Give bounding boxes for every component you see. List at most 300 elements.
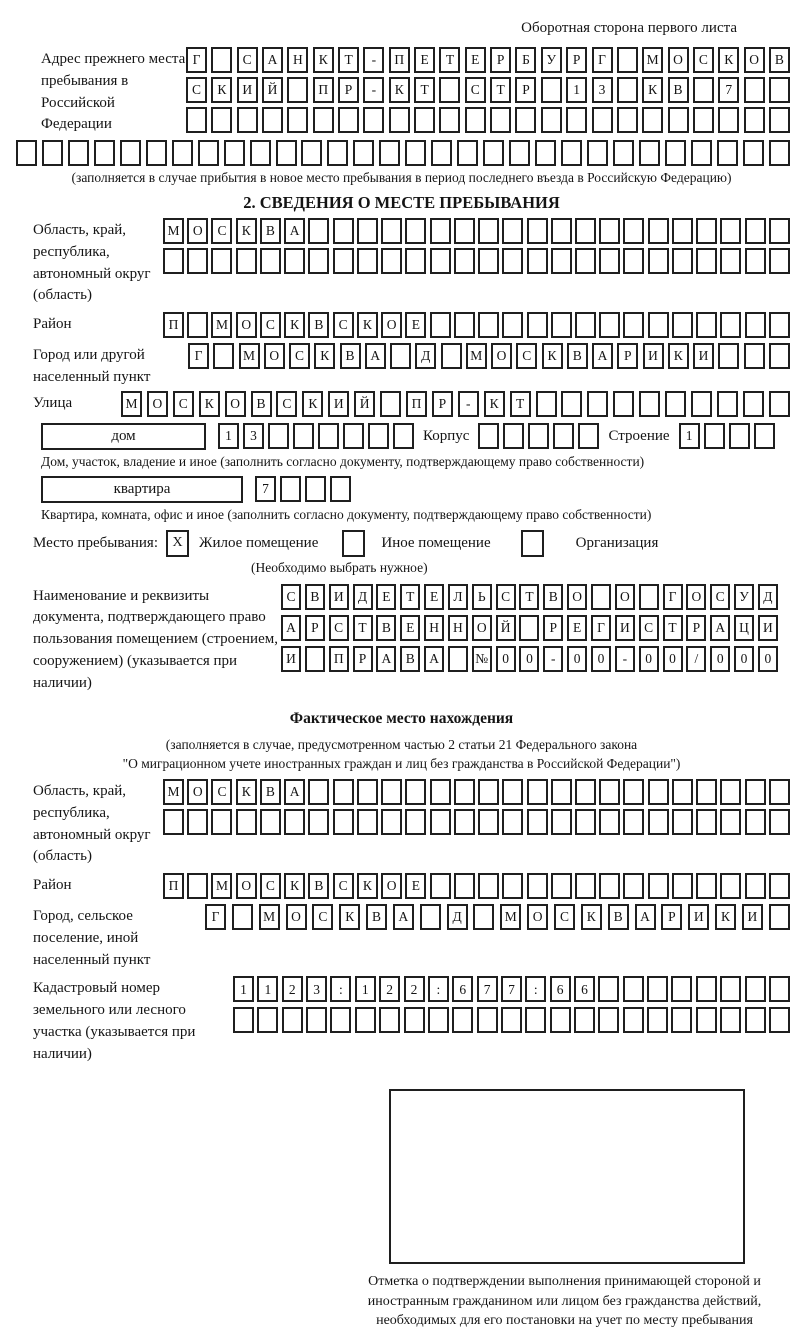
char-cell[interactable] bbox=[515, 107, 536, 133]
char-cell[interactable] bbox=[483, 140, 504, 166]
char-cell[interactable] bbox=[473, 904, 494, 930]
char-cell[interactable]: М bbox=[211, 873, 232, 899]
char-cell[interactable] bbox=[561, 140, 582, 166]
char-cell[interactable]: А bbox=[592, 343, 613, 369]
char-cell[interactable] bbox=[617, 47, 638, 73]
char-cell[interactable] bbox=[599, 218, 620, 244]
char-cell[interactable] bbox=[236, 248, 257, 274]
char-cell[interactable]: С bbox=[260, 873, 281, 899]
char-cell[interactable] bbox=[717, 140, 738, 166]
char-cell[interactable] bbox=[599, 873, 620, 899]
char-cell[interactable] bbox=[745, 976, 766, 1002]
char-cell[interactable] bbox=[639, 584, 659, 610]
char-cell[interactable] bbox=[769, 391, 790, 417]
char-cell[interactable]: 0 bbox=[519, 646, 539, 672]
char-cell[interactable] bbox=[769, 343, 790, 369]
char-cell[interactable] bbox=[551, 873, 572, 899]
char-cell[interactable] bbox=[647, 1007, 668, 1033]
char-cell[interactable] bbox=[527, 312, 548, 338]
char-cell[interactable] bbox=[648, 779, 669, 805]
char-cell[interactable]: С bbox=[211, 779, 232, 805]
char-cell[interactable] bbox=[287, 107, 308, 133]
char-cell[interactable] bbox=[769, 140, 790, 166]
char-cell[interactable]: С bbox=[312, 904, 333, 930]
char-cell[interactable]: К bbox=[199, 391, 220, 417]
char-cell[interactable] bbox=[232, 904, 253, 930]
char-cell[interactable]: М bbox=[239, 343, 260, 369]
char-cell[interactable]: - bbox=[615, 646, 635, 672]
char-cell[interactable]: О bbox=[381, 312, 402, 338]
char-cell[interactable] bbox=[333, 809, 354, 835]
char-cell[interactable]: В bbox=[260, 218, 281, 244]
char-cell[interactable]: У bbox=[734, 584, 754, 610]
char-cell[interactable] bbox=[414, 107, 435, 133]
char-cell[interactable]: К bbox=[302, 391, 323, 417]
char-cell[interactable] bbox=[478, 248, 499, 274]
char-cell[interactable]: 3 bbox=[592, 77, 613, 103]
char-cell[interactable] bbox=[211, 809, 232, 835]
char-cell[interactable]: О bbox=[491, 343, 512, 369]
char-cell[interactable] bbox=[541, 77, 562, 103]
char-cell[interactable]: М bbox=[259, 904, 280, 930]
char-cell[interactable] bbox=[551, 312, 572, 338]
char-cell[interactable]: Е bbox=[376, 584, 396, 610]
char-cell[interactable]: В bbox=[376, 615, 396, 641]
char-cell[interactable] bbox=[308, 809, 329, 835]
char-cell[interactable]: А bbox=[710, 615, 730, 641]
char-cell[interactable]: К bbox=[284, 312, 305, 338]
char-cell[interactable]: Н bbox=[448, 615, 468, 641]
char-cell[interactable]: 1 bbox=[566, 77, 587, 103]
char-cell[interactable]: С bbox=[186, 77, 207, 103]
char-cell[interactable] bbox=[566, 107, 587, 133]
char-cell[interactable] bbox=[452, 1007, 473, 1033]
char-cell[interactable]: О bbox=[527, 904, 548, 930]
char-cell[interactable]: 7 bbox=[501, 976, 522, 1002]
char-cell[interactable] bbox=[623, 779, 644, 805]
char-cell[interactable]: С bbox=[276, 391, 297, 417]
char-cell[interactable]: У bbox=[541, 47, 562, 73]
char-cell[interactable]: К bbox=[581, 904, 602, 930]
char-cell[interactable] bbox=[187, 809, 208, 835]
char-cell[interactable] bbox=[745, 873, 766, 899]
char-cell[interactable] bbox=[672, 873, 693, 899]
char-cell[interactable] bbox=[575, 873, 596, 899]
char-cell[interactable] bbox=[280, 476, 301, 502]
char-cell[interactable] bbox=[743, 140, 764, 166]
char-cell[interactable] bbox=[16, 140, 37, 166]
char-cell[interactable]: О bbox=[236, 312, 257, 338]
char-cell[interactable] bbox=[720, 218, 741, 244]
char-cell[interactable]: К bbox=[668, 343, 689, 369]
char-cell[interactable] bbox=[648, 248, 669, 274]
char-cell[interactable] bbox=[769, 873, 790, 899]
char-cell[interactable] bbox=[599, 312, 620, 338]
char-cell[interactable] bbox=[42, 140, 63, 166]
char-cell[interactable] bbox=[592, 107, 613, 133]
char-cell[interactable]: Р bbox=[566, 47, 587, 73]
char-cell[interactable] bbox=[430, 779, 451, 805]
char-cell[interactable]: 7 bbox=[718, 77, 739, 103]
char-cell[interactable] bbox=[454, 248, 475, 274]
char-cell[interactable]: О bbox=[264, 343, 285, 369]
char-cell[interactable]: О bbox=[668, 47, 689, 73]
char-cell[interactable] bbox=[353, 140, 374, 166]
char-cell[interactable] bbox=[587, 140, 608, 166]
char-cell[interactable] bbox=[745, 1007, 766, 1033]
char-cell[interactable] bbox=[691, 391, 712, 417]
char-cell[interactable]: А bbox=[281, 615, 301, 641]
char-cell[interactable] bbox=[405, 218, 426, 244]
char-cell[interactable] bbox=[535, 140, 556, 166]
char-cell[interactable]: В bbox=[608, 904, 629, 930]
char-cell[interactable]: С bbox=[516, 343, 537, 369]
char-cell[interactable] bbox=[672, 218, 693, 244]
char-cell[interactable] bbox=[745, 218, 766, 244]
char-cell[interactable] bbox=[187, 248, 208, 274]
char-cell[interactable] bbox=[718, 107, 739, 133]
char-cell[interactable] bbox=[237, 107, 258, 133]
char-cell[interactable] bbox=[478, 873, 499, 899]
char-cell[interactable]: И bbox=[329, 584, 349, 610]
char-cell[interactable]: № bbox=[472, 646, 492, 672]
char-cell[interactable]: Г bbox=[663, 584, 683, 610]
char-cell[interactable] bbox=[527, 248, 548, 274]
char-cell[interactable] bbox=[599, 248, 620, 274]
char-cell[interactable]: О bbox=[567, 584, 587, 610]
char-cell[interactable] bbox=[478, 423, 499, 449]
char-cell[interactable]: В bbox=[308, 312, 329, 338]
char-cell[interactable]: И bbox=[281, 646, 301, 672]
char-cell[interactable] bbox=[430, 312, 451, 338]
char-cell[interactable] bbox=[527, 779, 548, 805]
char-cell[interactable] bbox=[575, 248, 596, 274]
char-cell[interactable] bbox=[501, 1007, 522, 1033]
char-cell[interactable]: А bbox=[365, 343, 386, 369]
char-cell[interactable]: Б bbox=[515, 47, 536, 73]
char-cell[interactable]: С bbox=[333, 873, 354, 899]
char-cell[interactable]: С bbox=[710, 584, 730, 610]
char-cell[interactable] bbox=[769, 976, 790, 1002]
char-cell[interactable] bbox=[769, 779, 790, 805]
char-cell[interactable] bbox=[448, 646, 468, 672]
char-cell[interactable]: П bbox=[163, 873, 184, 899]
char-cell[interactable] bbox=[333, 218, 354, 244]
char-cell[interactable] bbox=[578, 423, 599, 449]
char-cell[interactable] bbox=[430, 809, 451, 835]
char-cell[interactable] bbox=[439, 107, 460, 133]
char-cell[interactable]: Т bbox=[338, 47, 359, 73]
char-cell[interactable]: П bbox=[406, 391, 427, 417]
char-cell[interactable] bbox=[268, 423, 289, 449]
char-cell[interactable]: И bbox=[615, 615, 635, 641]
char-cell[interactable] bbox=[696, 873, 717, 899]
char-cell[interactable] bbox=[693, 107, 714, 133]
char-cell[interactable]: С bbox=[329, 615, 349, 641]
char-cell[interactable] bbox=[671, 976, 692, 1002]
char-cell[interactable]: : bbox=[428, 976, 449, 1002]
char-cell[interactable] bbox=[575, 312, 596, 338]
char-cell[interactable]: 3 bbox=[243, 423, 264, 449]
char-cell[interactable]: 1 bbox=[233, 976, 254, 1002]
char-cell[interactable]: Е bbox=[405, 312, 426, 338]
char-cell[interactable] bbox=[211, 107, 232, 133]
char-cell[interactable]: Т bbox=[510, 391, 531, 417]
char-cell[interactable] bbox=[623, 218, 644, 244]
char-cell[interactable]: Л bbox=[448, 584, 468, 610]
char-cell[interactable]: Г bbox=[186, 47, 207, 73]
char-cell[interactable] bbox=[502, 218, 523, 244]
char-cell[interactable]: О bbox=[187, 218, 208, 244]
char-cell[interactable]: В bbox=[543, 584, 563, 610]
char-cell[interactable] bbox=[276, 140, 297, 166]
char-cell[interactable] bbox=[306, 1007, 327, 1033]
char-cell[interactable]: К bbox=[284, 873, 305, 899]
char-cell[interactable] bbox=[301, 140, 322, 166]
char-cell[interactable]: В bbox=[668, 77, 689, 103]
char-cell[interactable] bbox=[213, 343, 234, 369]
char-cell[interactable]: Т bbox=[400, 584, 420, 610]
char-cell[interactable]: К bbox=[715, 904, 736, 930]
char-cell[interactable]: Д bbox=[415, 343, 436, 369]
char-cell[interactable]: С bbox=[281, 584, 301, 610]
char-cell[interactable] bbox=[720, 809, 741, 835]
char-cell[interactable] bbox=[478, 312, 499, 338]
char-cell[interactable]: В bbox=[251, 391, 272, 417]
char-cell[interactable]: А bbox=[376, 646, 396, 672]
kvartira-type-box[interactable]: квартира bbox=[41, 476, 243, 503]
char-cell[interactable] bbox=[379, 1007, 400, 1033]
char-cell[interactable]: Р bbox=[353, 646, 373, 672]
char-cell[interactable]: К bbox=[642, 77, 663, 103]
char-cell[interactable] bbox=[745, 312, 766, 338]
char-cell[interactable]: 0 bbox=[663, 646, 683, 672]
char-cell[interactable] bbox=[380, 391, 401, 417]
char-cell[interactable] bbox=[720, 1007, 741, 1033]
char-cell[interactable] bbox=[457, 140, 478, 166]
char-cell[interactable] bbox=[769, 107, 790, 133]
char-cell[interactable] bbox=[430, 873, 451, 899]
char-cell[interactable]: Й bbox=[262, 77, 283, 103]
char-cell[interactable] bbox=[745, 248, 766, 274]
char-cell[interactable]: П bbox=[389, 47, 410, 73]
char-cell[interactable] bbox=[262, 107, 283, 133]
char-cell[interactable] bbox=[502, 779, 523, 805]
char-cell[interactable] bbox=[744, 343, 765, 369]
char-cell[interactable]: : bbox=[330, 976, 351, 1002]
char-cell[interactable] bbox=[598, 976, 619, 1002]
char-cell[interactable] bbox=[187, 873, 208, 899]
char-cell[interactable] bbox=[527, 809, 548, 835]
char-cell[interactable] bbox=[720, 248, 741, 274]
char-cell[interactable] bbox=[357, 218, 378, 244]
char-cell[interactable]: И bbox=[328, 391, 349, 417]
char-cell[interactable]: А bbox=[284, 218, 305, 244]
char-cell[interactable] bbox=[598, 1007, 619, 1033]
char-cell[interactable] bbox=[696, 248, 717, 274]
char-cell[interactable]: Т bbox=[663, 615, 683, 641]
char-cell[interactable]: М bbox=[121, 391, 142, 417]
char-cell[interactable] bbox=[647, 976, 668, 1002]
char-cell[interactable] bbox=[696, 312, 717, 338]
char-cell[interactable]: - bbox=[543, 646, 563, 672]
char-cell[interactable]: Р bbox=[432, 391, 453, 417]
char-cell[interactable] bbox=[186, 107, 207, 133]
char-cell[interactable]: Е bbox=[424, 584, 444, 610]
char-cell[interactable] bbox=[561, 391, 582, 417]
char-cell[interactable] bbox=[198, 140, 219, 166]
char-cell[interactable] bbox=[599, 809, 620, 835]
char-cell[interactable] bbox=[536, 391, 557, 417]
char-cell[interactable] bbox=[257, 1007, 278, 1033]
char-cell[interactable]: 0 bbox=[710, 646, 730, 672]
char-cell[interactable]: К bbox=[718, 47, 739, 73]
char-cell[interactable]: Р bbox=[515, 77, 536, 103]
char-cell[interactable] bbox=[665, 391, 686, 417]
char-cell[interactable] bbox=[441, 343, 462, 369]
char-cell[interactable]: Ь bbox=[472, 584, 492, 610]
char-cell[interactable]: 6 bbox=[550, 976, 571, 1002]
char-cell[interactable] bbox=[769, 809, 790, 835]
char-cell[interactable]: И bbox=[693, 343, 714, 369]
char-cell[interactable]: А bbox=[262, 47, 283, 73]
char-cell[interactable] bbox=[639, 391, 660, 417]
char-cell[interactable]: Д bbox=[758, 584, 778, 610]
char-cell[interactable] bbox=[454, 312, 475, 338]
char-cell[interactable]: В bbox=[305, 584, 325, 610]
char-cell[interactable] bbox=[454, 809, 475, 835]
char-cell[interactable] bbox=[574, 1007, 595, 1033]
char-cell[interactable]: И bbox=[643, 343, 664, 369]
char-cell[interactable] bbox=[672, 809, 693, 835]
char-cell[interactable] bbox=[224, 140, 245, 166]
char-cell[interactable] bbox=[617, 77, 638, 103]
char-cell[interactable] bbox=[146, 140, 167, 166]
char-cell[interactable]: К bbox=[484, 391, 505, 417]
char-cell[interactable] bbox=[357, 809, 378, 835]
char-cell[interactable]: 0 bbox=[639, 646, 659, 672]
char-cell[interactable] bbox=[405, 248, 426, 274]
char-cell[interactable]: С bbox=[639, 615, 659, 641]
char-cell[interactable]: Д bbox=[353, 584, 373, 610]
char-cell[interactable] bbox=[613, 391, 634, 417]
char-cell[interactable]: С bbox=[173, 391, 194, 417]
char-cell[interactable] bbox=[665, 140, 686, 166]
char-cell[interactable] bbox=[330, 476, 351, 502]
char-cell[interactable] bbox=[260, 809, 281, 835]
char-cell[interactable] bbox=[293, 423, 314, 449]
char-cell[interactable] bbox=[648, 873, 669, 899]
char-cell[interactable]: - bbox=[363, 77, 384, 103]
char-cell[interactable] bbox=[691, 140, 712, 166]
char-cell[interactable]: 0 bbox=[496, 646, 516, 672]
char-cell[interactable] bbox=[305, 646, 325, 672]
char-cell[interactable] bbox=[318, 423, 339, 449]
char-cell[interactable] bbox=[465, 107, 486, 133]
char-cell[interactable] bbox=[744, 107, 765, 133]
char-cell[interactable] bbox=[405, 809, 426, 835]
char-cell[interactable]: 0 bbox=[591, 646, 611, 672]
char-cell[interactable]: О bbox=[472, 615, 492, 641]
char-cell[interactable]: Е bbox=[567, 615, 587, 641]
char-cell[interactable] bbox=[509, 140, 530, 166]
char-cell[interactable]: Р bbox=[305, 615, 325, 641]
char-cell[interactable] bbox=[430, 248, 451, 274]
char-cell[interactable] bbox=[333, 779, 354, 805]
char-cell[interactable] bbox=[672, 779, 693, 805]
char-cell[interactable]: И bbox=[688, 904, 709, 930]
char-cell[interactable]: В bbox=[769, 47, 790, 73]
char-cell[interactable] bbox=[308, 779, 329, 805]
char-cell[interactable]: С bbox=[289, 343, 310, 369]
char-cell[interactable]: 6 bbox=[452, 976, 473, 1002]
char-cell[interactable] bbox=[381, 809, 402, 835]
char-cell[interactable]: К bbox=[357, 312, 378, 338]
char-cell[interactable] bbox=[236, 809, 257, 835]
char-cell[interactable]: 2 bbox=[379, 976, 400, 1002]
char-cell[interactable] bbox=[720, 976, 741, 1002]
char-cell[interactable]: С bbox=[496, 584, 516, 610]
char-cell[interactable] bbox=[187, 312, 208, 338]
char-cell[interactable]: 2 bbox=[404, 976, 425, 1002]
char-cell[interactable] bbox=[393, 423, 414, 449]
char-cell[interactable] bbox=[343, 423, 364, 449]
char-cell[interactable]: В bbox=[400, 646, 420, 672]
char-cell[interactable] bbox=[696, 1007, 717, 1033]
char-cell[interactable] bbox=[745, 809, 766, 835]
checkbox-inoe[interactable] bbox=[342, 530, 365, 557]
char-cell[interactable]: 0 bbox=[758, 646, 778, 672]
char-cell[interactable] bbox=[405, 140, 426, 166]
char-cell[interactable] bbox=[754, 423, 775, 449]
char-cell[interactable]: 1 bbox=[257, 976, 278, 1002]
char-cell[interactable] bbox=[696, 218, 717, 244]
char-cell[interactable]: Р bbox=[686, 615, 706, 641]
char-cell[interactable] bbox=[490, 107, 511, 133]
char-cell[interactable] bbox=[672, 312, 693, 338]
char-cell[interactable]: К bbox=[339, 904, 360, 930]
char-cell[interactable]: Т bbox=[490, 77, 511, 103]
char-cell[interactable]: Г bbox=[205, 904, 226, 930]
char-cell[interactable] bbox=[431, 140, 452, 166]
char-cell[interactable] bbox=[575, 218, 596, 244]
char-cell[interactable] bbox=[623, 976, 644, 1002]
char-cell[interactable]: М bbox=[163, 218, 184, 244]
char-cell[interactable]: С bbox=[237, 47, 258, 73]
char-cell[interactable] bbox=[250, 140, 271, 166]
char-cell[interactable] bbox=[769, 904, 790, 930]
char-cell[interactable] bbox=[282, 1007, 303, 1033]
char-cell[interactable] bbox=[284, 809, 305, 835]
char-cell[interactable]: - bbox=[458, 391, 479, 417]
char-cell[interactable] bbox=[769, 1007, 790, 1033]
char-cell[interactable]: 0 bbox=[567, 646, 587, 672]
char-cell[interactable]: Е bbox=[400, 615, 420, 641]
char-cell[interactable] bbox=[720, 779, 741, 805]
char-cell[interactable]: Г bbox=[592, 47, 613, 73]
char-cell[interactable] bbox=[648, 809, 669, 835]
char-cell[interactable]: А bbox=[393, 904, 414, 930]
char-cell[interactable]: Д bbox=[447, 904, 468, 930]
char-cell[interactable]: И bbox=[742, 904, 763, 930]
char-cell[interactable] bbox=[357, 779, 378, 805]
char-cell[interactable] bbox=[503, 423, 524, 449]
char-cell[interactable] bbox=[527, 218, 548, 244]
char-cell[interactable] bbox=[551, 779, 572, 805]
char-cell[interactable]: К bbox=[314, 343, 335, 369]
char-cell[interactable]: М bbox=[500, 904, 521, 930]
char-cell[interactable] bbox=[617, 107, 638, 133]
